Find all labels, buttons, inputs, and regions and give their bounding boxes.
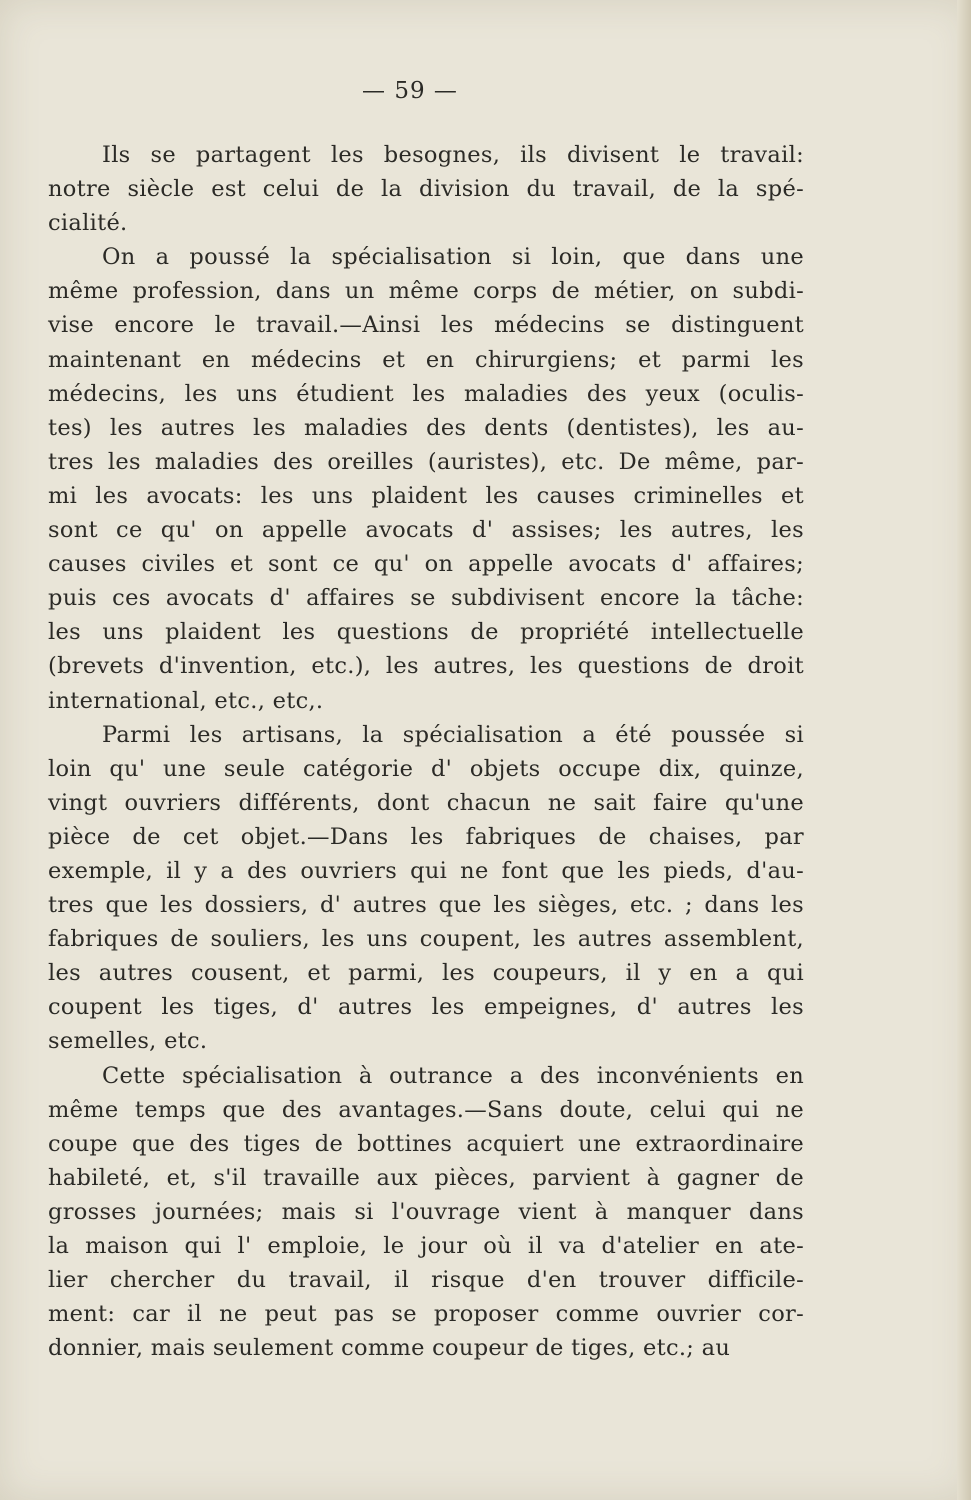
text-line: semelles, etc. xyxy=(48,1028,208,1055)
text-line: maintenant en médecins et en chirurgiens; et parmi les xyxy=(48,346,804,373)
text-line: tres les maladies des oreilles (auristes), etc. De même, par- xyxy=(48,448,804,475)
text-line: grosses journées; mais si l'ouvrage vient à manquer dans xyxy=(48,1198,804,1225)
text-line: tes) les autres les maladies des dents (dentistes), les au- xyxy=(48,414,804,441)
text-line: notre siècle est celui de la division du travail, de la spé- xyxy=(48,176,804,203)
text-line: puis ces avocats d' affaires se subdivisent encore la tâche: xyxy=(48,585,804,612)
text-line: causes civiles et sont ce qu' on appelle avocats d' affaires; xyxy=(48,551,804,578)
text-line: même profession, dans un même corps de métier, on subdi- xyxy=(48,278,804,305)
text-line: cialité. xyxy=(48,210,128,237)
text-line: même temps que des avantages.—Sans doute, celui qui ne xyxy=(48,1096,804,1123)
text-line: coupe que des tiges de bottines acquiert une extraordinaire xyxy=(48,1130,804,1157)
text-line: ment: car il ne peut pas se proposer comme ouvrier cor- xyxy=(48,1301,804,1328)
text-line: vise encore le travail.—Ainsi les médecins se distinguent xyxy=(48,312,804,339)
text-line: exemple, il y a des ouvriers qui ne font que les pieds, d'au- xyxy=(48,857,804,884)
text-line: la maison qui l' emploie, le jour où il va d'atelier en ate- xyxy=(48,1233,804,1259)
text-line: sont ce qu' on appelle avocats d' assises; les autres, les xyxy=(48,517,804,544)
paragraph xyxy=(48,138,804,240)
text-line: donnier, mais seulement comme coupeur de tiges, etc.; au xyxy=(48,1335,731,1362)
text-line: On a poussé la spécialisation si loin, que dans une xyxy=(102,244,804,271)
text-line: (brevets d'invention, etc.), les autres, les questions de droit xyxy=(48,653,804,680)
text-line: fabriques de souliers, les uns coupent, les autres assemblent, xyxy=(48,926,804,953)
body-text xyxy=(48,138,804,1365)
text-line: vingt ouvriers différents, dont chacun ne sait faire qu'une xyxy=(48,789,804,816)
text-line: Cette spécialisation à outrance a des inconvénients en xyxy=(102,1062,804,1089)
text-line: Parmi les artisans, la spécialisation a été poussée si xyxy=(102,721,804,748)
paragraph xyxy=(48,1059,804,1366)
text-line: Ils se partagent les besognes, ils divisent le travail: xyxy=(102,142,804,168)
text-line: médecins, les uns étudient les maladies des yeux (oculis- xyxy=(48,380,804,407)
text-line: pièce de cet objet.—Dans les fabriques de chaises, par xyxy=(48,823,804,850)
paragraph xyxy=(48,718,804,1059)
text-line: tres que les dossiers, d' autres que les sièges, etc. ; dans les xyxy=(48,892,804,919)
page-number: — 59 — xyxy=(362,78,458,104)
text-line: habileté, et, s'il travaille aux pièces, parvient à gagner de xyxy=(48,1164,804,1191)
text-line: les autres cousent, et parmi, les coupeurs, il y en a qui xyxy=(48,960,804,987)
text-line: international, etc., etc,. xyxy=(48,687,324,714)
text-line: lier chercher du travail, il risque d'en trouver difficile- xyxy=(48,1267,804,1294)
text-line: les uns plaident les questions de propriété intellectuelle xyxy=(48,619,804,646)
text-line: mi les avocats: les uns plaident les causes criminelles et xyxy=(48,482,804,509)
page-edge xyxy=(957,0,971,1500)
paragraph xyxy=(48,240,804,717)
text-line: coupent les tiges, d' autres les empeignes, d' autres les xyxy=(48,994,804,1021)
text-line: loin qu' une seule catégorie d' objets occupe dix, quinze, xyxy=(48,755,804,782)
